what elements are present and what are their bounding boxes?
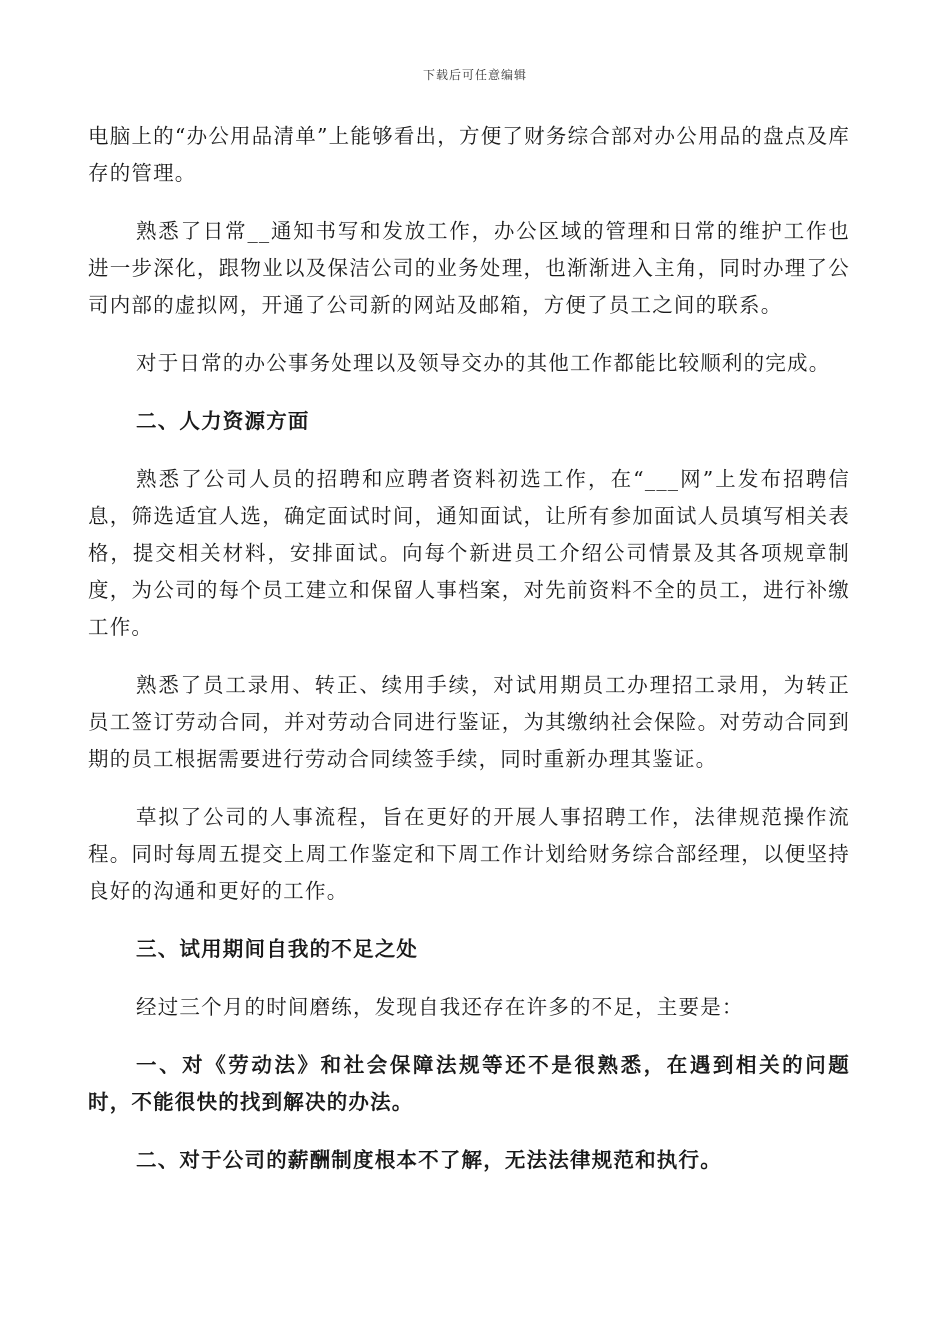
paragraph-daily-affairs: 对于日常的办公事务处理以及领导交办的其他工作都能比较顺利的完成。 xyxy=(136,351,831,375)
paragraph-notices-and-network: 熟悉了日常__通知书写和发放工作，办公区域的管理和日常的维护工作也进一步深化，跟物业以及保洁公司的业务处理，也渐渐进入主角，同时办理了公司内部的虚拟网，开通了公司新的网站及邮箱，方便了员工之间的联系。 xyxy=(88,219,850,317)
document-body xyxy=(88,118,850,1200)
paragraph-shortcoming-labor-law: 一、对《劳动法》和社会保障法规等还不是很熟悉，在遇到相关的问题时，不能很快的找到解决的办法。 xyxy=(88,1053,850,1114)
section-heading-hr: 二、人力资源方面 xyxy=(136,409,310,433)
paragraph-office-supplies: 电脑上的“办公用品清单”上能够看出，方便了财务综合部对办公用品的盘点及库存的管理。 xyxy=(88,124,850,185)
paragraph-shortcoming-salary: 二、对于公司的薪酬制度根本不了解，无法法律规范和执行。 xyxy=(136,1148,722,1172)
page-header-note: 下载后可任意编辑 xyxy=(422,68,527,82)
paragraph-employment-contracts: 熟悉了员工录用、转正、续用手续，对试用期员工办理招工录用，为转正员工签订劳动合同，并对劳动合同进行鉴证，为其缴纳社会保险。对劳动合同到期的员工根据需要进行劳动合同续签手续，同时重新办理其鉴证。 xyxy=(88,673,850,771)
paragraph-hr-process: 草拟了公司的人事流程，旨在更好的开展人事招聘工作，法律规范操作流程。同时每周五提交上周工作鉴定和下周工作计划给财务综合部经理，以便坚持良好的沟通和更好的工作。 xyxy=(88,805,850,903)
section-heading-shortcomings: 三、试用期间自我的不足之处 xyxy=(136,937,419,961)
paragraph-recruitment: 熟悉了公司人员的招聘和应聘者资料初选工作，在“___网”上发布招聘信息，筛选适宜人选，确定面试时间，通知面试，让所有参加面试人员填写相关表格，提交相关材料，安排面试。向每个新进员工介绍公司情景及其各项规章制度，为公司的每个员工建立和保留人事档案，对先前资料不全的员工，进行补缴工作。 xyxy=(88,467,850,639)
paragraph-shortcomings-intro: 经过三个月的时间磨练，发现自我还存在许多的不足，主要是： xyxy=(136,995,744,1019)
